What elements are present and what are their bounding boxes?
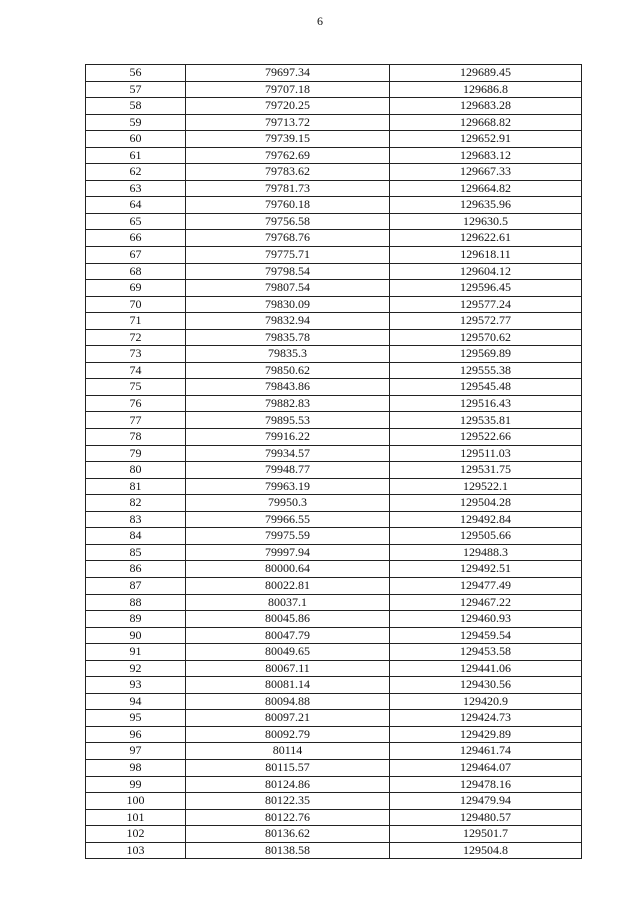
point-number-cell: 71	[86, 313, 186, 330]
x-coordinate-cell: 80000.64	[186, 561, 390, 578]
table-row	[86, 280, 582, 297]
table-row	[86, 98, 582, 115]
point-number-cell: 58	[86, 98, 186, 115]
y-coordinate-cell: 129683.12	[390, 147, 582, 164]
point-number-cell: 78	[86, 429, 186, 446]
x-coordinate-cell: 79756.58	[186, 213, 390, 230]
table-row	[86, 429, 582, 446]
table-row	[86, 81, 582, 98]
x-coordinate-cell: 80022.81	[186, 577, 390, 594]
table-row	[86, 693, 582, 710]
y-coordinate-cell: 129668.82	[390, 114, 582, 131]
x-coordinate-cell: 80037.1	[186, 594, 390, 611]
point-number-cell: 102	[86, 826, 186, 843]
x-coordinate-cell: 79950.3	[186, 495, 390, 512]
x-coordinate-cell: 79830.09	[186, 296, 390, 313]
point-number-cell: 57	[86, 81, 186, 98]
x-coordinate-cell: 80097.21	[186, 710, 390, 727]
point-number-cell: 103	[86, 842, 186, 859]
table-row	[86, 230, 582, 247]
table-row	[86, 793, 582, 810]
y-coordinate-cell: 129596.45	[390, 280, 582, 297]
y-coordinate-cell: 129577.24	[390, 296, 582, 313]
y-coordinate-cell: 129461.74	[390, 743, 582, 760]
x-coordinate-cell: 79934.57	[186, 445, 390, 462]
table-row	[86, 478, 582, 495]
x-coordinate-cell: 79739.15	[186, 131, 390, 148]
x-coordinate-cell: 79783.62	[186, 164, 390, 181]
x-coordinate-cell: 79781.73	[186, 180, 390, 197]
y-coordinate-cell: 129667.33	[390, 164, 582, 181]
y-coordinate-cell: 129555.38	[390, 362, 582, 379]
point-number-cell: 97	[86, 743, 186, 760]
point-number-cell: 93	[86, 677, 186, 694]
point-number-cell: 63	[86, 180, 186, 197]
point-number-cell: 87	[86, 577, 186, 594]
x-coordinate-cell: 79807.54	[186, 280, 390, 297]
x-coordinate-cell: 79720.25	[186, 98, 390, 115]
point-number-cell: 84	[86, 528, 186, 545]
point-number-cell: 70	[86, 296, 186, 313]
coordinates-table	[85, 64, 582, 859]
y-coordinate-cell: 129430.56	[390, 677, 582, 694]
point-number-cell: 59	[86, 114, 186, 131]
table-row	[86, 462, 582, 479]
table-row	[86, 660, 582, 677]
x-coordinate-cell: 79707.18	[186, 81, 390, 98]
y-coordinate-cell: 129516.43	[390, 395, 582, 412]
y-coordinate-cell: 129480.57	[390, 809, 582, 826]
table-row	[86, 362, 582, 379]
coordinates-table-body	[86, 65, 582, 859]
y-coordinate-cell: 129504.28	[390, 495, 582, 512]
table-row	[86, 65, 582, 82]
table-row	[86, 561, 582, 578]
y-coordinate-cell: 129686.8	[390, 81, 582, 98]
point-number-cell: 62	[86, 164, 186, 181]
y-coordinate-cell: 129531.75	[390, 462, 582, 479]
table-row	[86, 263, 582, 280]
y-coordinate-cell: 129572.77	[390, 313, 582, 330]
y-coordinate-cell: 129569.89	[390, 346, 582, 363]
table-row	[86, 213, 582, 230]
x-coordinate-cell: 79775.71	[186, 247, 390, 264]
point-number-cell: 66	[86, 230, 186, 247]
table-row	[86, 495, 582, 512]
point-number-cell: 91	[86, 644, 186, 661]
x-coordinate-cell: 79843.86	[186, 379, 390, 396]
point-number-cell: 100	[86, 793, 186, 810]
x-coordinate-cell: 80138.58	[186, 842, 390, 859]
x-coordinate-cell: 80122.76	[186, 809, 390, 826]
point-number-cell: 75	[86, 379, 186, 396]
point-number-cell: 74	[86, 362, 186, 379]
table-row	[86, 197, 582, 214]
point-number-cell: 82	[86, 495, 186, 512]
y-coordinate-cell: 129570.62	[390, 329, 582, 346]
page-number: 6	[317, 14, 323, 28]
table-row	[86, 577, 582, 594]
table-row	[86, 379, 582, 396]
x-coordinate-cell: 79948.77	[186, 462, 390, 479]
x-coordinate-cell: 80092.79	[186, 726, 390, 743]
x-coordinate-cell: 79832.94	[186, 313, 390, 330]
x-coordinate-cell: 80049.65	[186, 644, 390, 661]
x-coordinate-cell: 80094.88	[186, 693, 390, 710]
y-coordinate-cell: 129664.82	[390, 180, 582, 197]
table-row	[86, 147, 582, 164]
y-coordinate-cell: 129522.1	[390, 478, 582, 495]
point-number-cell: 92	[86, 660, 186, 677]
x-coordinate-cell: 79762.69	[186, 147, 390, 164]
table-row	[86, 445, 582, 462]
table-row	[86, 544, 582, 561]
point-number-cell: 88	[86, 594, 186, 611]
table-row	[86, 395, 582, 412]
point-number-cell: 61	[86, 147, 186, 164]
x-coordinate-cell: 79882.83	[186, 395, 390, 412]
y-coordinate-cell: 129545.48	[390, 379, 582, 396]
y-coordinate-cell: 129683.28	[390, 98, 582, 115]
x-coordinate-cell: 79798.54	[186, 263, 390, 280]
y-coordinate-cell: 129453.58	[390, 644, 582, 661]
y-coordinate-cell: 129535.81	[390, 412, 582, 429]
x-coordinate-cell: 79713.72	[186, 114, 390, 131]
point-number-cell: 79	[86, 445, 186, 462]
point-number-cell: 67	[86, 247, 186, 264]
x-coordinate-cell: 79966.55	[186, 511, 390, 528]
table-row	[86, 346, 582, 363]
point-number-cell: 77	[86, 412, 186, 429]
x-coordinate-cell: 80124.86	[186, 776, 390, 793]
point-number-cell: 89	[86, 611, 186, 628]
x-coordinate-cell: 80114	[186, 743, 390, 760]
point-number-cell: 60	[86, 131, 186, 148]
point-number-cell: 64	[86, 197, 186, 214]
table-row	[86, 644, 582, 661]
table-row	[86, 247, 582, 264]
table-row	[86, 329, 582, 346]
table-row	[86, 826, 582, 843]
point-number-cell: 72	[86, 329, 186, 346]
point-number-cell: 73	[86, 346, 186, 363]
point-number-cell: 85	[86, 544, 186, 561]
y-coordinate-cell: 129460.93	[390, 611, 582, 628]
table-row	[86, 164, 582, 181]
y-coordinate-cell: 129479.94	[390, 793, 582, 810]
table-row	[86, 759, 582, 776]
point-number-cell: 95	[86, 710, 186, 727]
point-number-cell: 86	[86, 561, 186, 578]
point-number-cell: 98	[86, 759, 186, 776]
table-row	[86, 726, 582, 743]
x-coordinate-cell: 79835.78	[186, 329, 390, 346]
table-row	[86, 611, 582, 628]
x-coordinate-cell: 79963.19	[186, 478, 390, 495]
point-number-cell: 96	[86, 726, 186, 743]
x-coordinate-cell: 80081.14	[186, 677, 390, 694]
table-row	[86, 180, 582, 197]
y-coordinate-cell: 129504.8	[390, 842, 582, 859]
table-row	[86, 677, 582, 694]
table-row	[86, 313, 582, 330]
y-coordinate-cell: 129689.45	[390, 65, 582, 82]
x-coordinate-cell: 79697.34	[186, 65, 390, 82]
x-coordinate-cell: 80045.86	[186, 611, 390, 628]
y-coordinate-cell: 129604.12	[390, 263, 582, 280]
x-coordinate-cell: 79768.76	[186, 230, 390, 247]
y-coordinate-cell: 129501.7	[390, 826, 582, 843]
y-coordinate-cell: 129511.03	[390, 445, 582, 462]
y-coordinate-cell: 129478.16	[390, 776, 582, 793]
table-row	[86, 842, 582, 859]
table-row	[86, 743, 582, 760]
y-coordinate-cell: 129505.66	[390, 528, 582, 545]
y-coordinate-cell: 129488.3	[390, 544, 582, 561]
y-coordinate-cell: 129635.96	[390, 197, 582, 214]
point-number-cell: 101	[86, 809, 186, 826]
point-number-cell: 65	[86, 213, 186, 230]
x-coordinate-cell: 80067.11	[186, 660, 390, 677]
table-row	[86, 131, 582, 148]
x-coordinate-cell: 79975.59	[186, 528, 390, 545]
y-coordinate-cell: 129622.61	[390, 230, 582, 247]
y-coordinate-cell: 129467.22	[390, 594, 582, 611]
y-coordinate-cell: 129492.84	[390, 511, 582, 528]
x-coordinate-cell: 79835.3	[186, 346, 390, 363]
x-coordinate-cell: 79916.22	[186, 429, 390, 446]
table-row	[86, 511, 582, 528]
point-number-cell: 69	[86, 280, 186, 297]
point-number-cell: 99	[86, 776, 186, 793]
y-coordinate-cell: 129441.06	[390, 660, 582, 677]
table-row	[86, 412, 582, 429]
point-number-cell: 83	[86, 511, 186, 528]
x-coordinate-cell: 79850.62	[186, 362, 390, 379]
table-row	[86, 528, 582, 545]
y-coordinate-cell: 129464.07	[390, 759, 582, 776]
y-coordinate-cell: 129459.54	[390, 627, 582, 644]
y-coordinate-cell: 129522.66	[390, 429, 582, 446]
table-row	[86, 776, 582, 793]
x-coordinate-cell: 80122.35	[186, 793, 390, 810]
point-number-cell: 80	[86, 462, 186, 479]
y-coordinate-cell: 129618.11	[390, 247, 582, 264]
table-row	[86, 594, 582, 611]
x-coordinate-cell: 79997.94	[186, 544, 390, 561]
x-coordinate-cell: 79760.18	[186, 197, 390, 214]
point-number-cell: 68	[86, 263, 186, 280]
x-coordinate-cell: 80115.57	[186, 759, 390, 776]
point-number-cell: 76	[86, 395, 186, 412]
y-coordinate-cell: 129477.49	[390, 577, 582, 594]
table-row	[86, 114, 582, 131]
point-number-cell: 90	[86, 627, 186, 644]
table-row	[86, 710, 582, 727]
x-coordinate-cell: 79895.53	[186, 412, 390, 429]
point-number-cell: 94	[86, 693, 186, 710]
table-row	[86, 809, 582, 826]
y-coordinate-cell: 129630.5	[390, 213, 582, 230]
y-coordinate-cell: 129420.9	[390, 693, 582, 710]
x-coordinate-cell: 80047.79	[186, 627, 390, 644]
y-coordinate-cell: 129652.91	[390, 131, 582, 148]
point-number-cell: 81	[86, 478, 186, 495]
point-number-cell: 56	[86, 65, 186, 82]
table-row	[86, 627, 582, 644]
y-coordinate-cell: 129492.51	[390, 561, 582, 578]
x-coordinate-cell: 80136.62	[186, 826, 390, 843]
y-coordinate-cell: 129429.89	[390, 726, 582, 743]
table-row	[86, 296, 582, 313]
y-coordinate-cell: 129424.73	[390, 710, 582, 727]
